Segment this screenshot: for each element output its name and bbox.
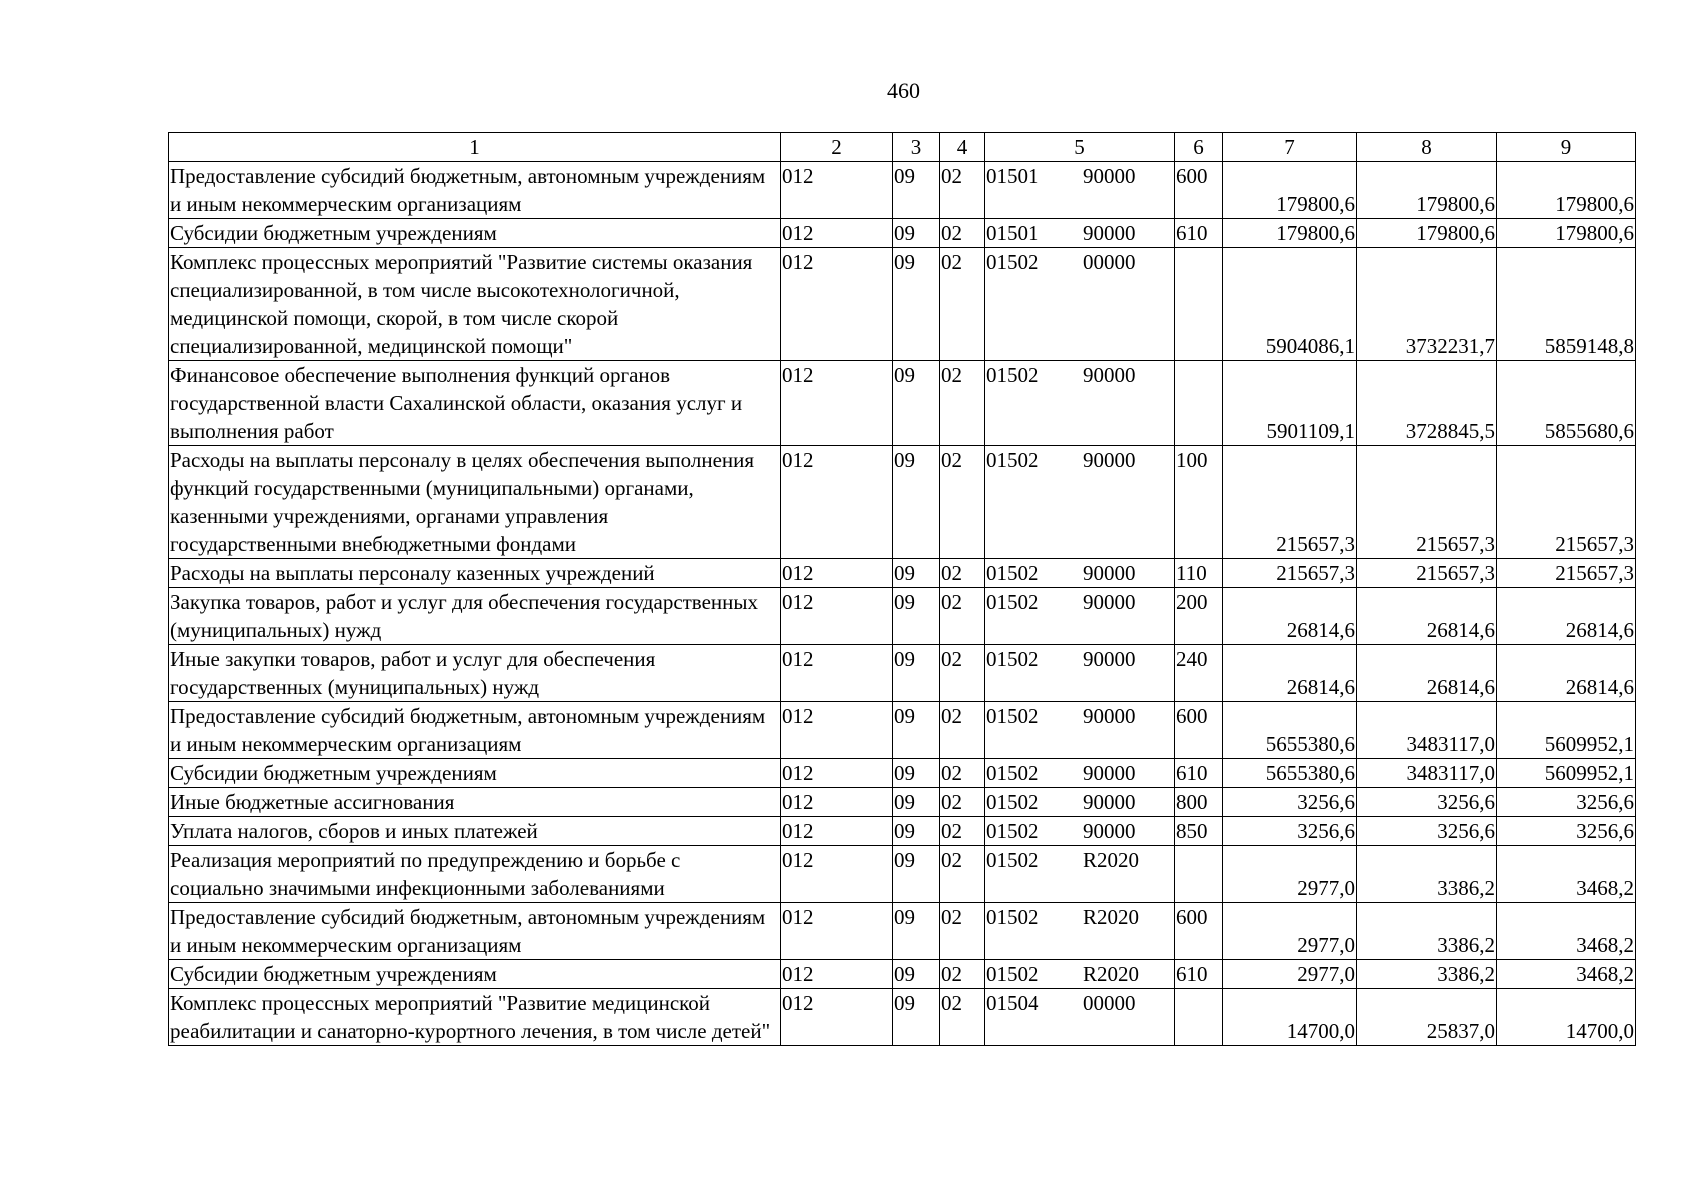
subsection-code: 02 xyxy=(940,960,985,989)
table-row xyxy=(169,446,1636,559)
program-code: 01502 xyxy=(986,250,1039,274)
table-row xyxy=(169,162,1636,219)
amount-col-9: 3256,6 xyxy=(1497,817,1636,846)
amount-col-9: 3468,2 xyxy=(1497,846,1636,903)
amount-col-7: 179800,6 xyxy=(1223,162,1357,219)
target-article-code xyxy=(985,788,1175,817)
amount-col-9: 179800,6 xyxy=(1497,219,1636,248)
row-name: Субсидии бюджетным учреждениям xyxy=(169,960,781,989)
expense-type-code xyxy=(1175,248,1223,361)
program-code: 01502 xyxy=(986,448,1039,472)
subsection-code: 02 xyxy=(940,645,985,702)
admin-code: 012 xyxy=(781,817,893,846)
amount-col-8: 3483117,0 xyxy=(1357,759,1497,788)
header-cell: 9 xyxy=(1497,133,1636,162)
row-name: Иные бюджетные ассигнования xyxy=(169,788,781,817)
target-article-code xyxy=(985,903,1175,960)
header-cell: 3 xyxy=(893,133,940,162)
section-code: 09 xyxy=(893,759,940,788)
target-article-code xyxy=(985,846,1175,903)
section-code: 09 xyxy=(893,788,940,817)
direction-code: 00000 xyxy=(1083,991,1136,1015)
expense-type-code: 200 xyxy=(1175,588,1223,645)
direction-code: 90000 xyxy=(1083,704,1136,728)
subsection-code: 02 xyxy=(940,989,985,1046)
expense-type-code: 800 xyxy=(1175,788,1223,817)
target-article-code xyxy=(985,645,1175,702)
amount-col-9: 3468,2 xyxy=(1497,960,1636,989)
amount-col-7: 14700,0 xyxy=(1223,989,1357,1046)
amount-col-8: 215657,3 xyxy=(1357,446,1497,559)
admin-code: 012 xyxy=(781,645,893,702)
table-row xyxy=(169,588,1636,645)
table-row xyxy=(169,759,1636,788)
section-code: 09 xyxy=(893,361,940,446)
amount-col-7: 215657,3 xyxy=(1223,559,1357,588)
direction-code: 90000 xyxy=(1083,448,1136,472)
table-row xyxy=(169,846,1636,903)
amount-col-7: 3256,6 xyxy=(1223,817,1357,846)
amount-col-9: 26814,6 xyxy=(1497,645,1636,702)
section-code: 09 xyxy=(893,817,940,846)
subsection-code: 02 xyxy=(940,162,985,219)
row-name: Расходы на выплаты персоналу в целях обеспечения выполнения функций государственными (муниципальными) органами, казенными учреждениями, органами управления государственными внебюджетными фондами xyxy=(169,446,781,559)
direction-code: 90000 xyxy=(1083,221,1136,245)
row-name: Реализация мероприятий по предупреждению и борьбе с социально значимыми инфекционными заболеваниями xyxy=(169,846,781,903)
subsection-code: 02 xyxy=(940,702,985,759)
row-name: Предоставление субсидий бюджетным, автономным учреждениям и иным некоммерческим организациям xyxy=(169,162,781,219)
amount-col-7: 26814,6 xyxy=(1223,645,1357,702)
program-code: 01502 xyxy=(986,647,1039,671)
admin-code: 012 xyxy=(781,960,893,989)
direction-code: 90000 xyxy=(1083,790,1136,814)
amount-col-7: 5901109,1 xyxy=(1223,361,1357,446)
admin-code: 012 xyxy=(781,559,893,588)
section-code: 09 xyxy=(893,219,940,248)
program-code: 01502 xyxy=(986,962,1039,986)
subsection-code: 02 xyxy=(940,903,985,960)
admin-code: 012 xyxy=(781,219,893,248)
amount-col-7: 2977,0 xyxy=(1223,846,1357,903)
target-article-code xyxy=(985,759,1175,788)
row-name: Уплата налогов, сборов и иных платежей xyxy=(169,817,781,846)
direction-code: R2020 xyxy=(1083,962,1140,986)
admin-code: 012 xyxy=(781,361,893,446)
amount-col-9: 14700,0 xyxy=(1497,989,1636,1046)
expense-type-code xyxy=(1175,989,1223,1046)
admin-code: 012 xyxy=(781,162,893,219)
table-row xyxy=(169,559,1636,588)
amount-col-9: 5609952,1 xyxy=(1497,759,1636,788)
amount-col-7: 215657,3 xyxy=(1223,446,1357,559)
amount-col-9: 215657,3 xyxy=(1497,559,1636,588)
admin-code: 012 xyxy=(781,903,893,960)
admin-code: 012 xyxy=(781,446,893,559)
header-cell: 4 xyxy=(940,133,985,162)
amount-col-7: 2977,0 xyxy=(1223,960,1357,989)
program-code: 01502 xyxy=(986,761,1039,785)
amount-col-7: 3256,6 xyxy=(1223,788,1357,817)
row-name: Комплекс процессных мероприятий "Развитие системы оказания специализированной, в том числе высокотехнологичной, медицинской помощи, скорой, в том числе скорой специализированной, медицинской помощи" xyxy=(169,248,781,361)
expense-type-code: 600 xyxy=(1175,162,1223,219)
row-name: Финансовое обеспечение выполнения функций органов государственной власти Сахалинской области, оказания услуг и выполнения работ xyxy=(169,361,781,446)
budget-table xyxy=(168,132,1636,1046)
amount-col-8: 3483117,0 xyxy=(1357,702,1497,759)
amount-col-9: 179800,6 xyxy=(1497,162,1636,219)
expense-type-code xyxy=(1175,846,1223,903)
admin-code: 012 xyxy=(781,846,893,903)
subsection-code: 02 xyxy=(940,446,985,559)
expense-type-code: 240 xyxy=(1175,645,1223,702)
direction-code: 90000 xyxy=(1083,647,1136,671)
amount-col-7: 2977,0 xyxy=(1223,903,1357,960)
header-cell: 1 xyxy=(169,133,781,162)
target-article-code xyxy=(985,960,1175,989)
table-row xyxy=(169,989,1636,1046)
target-article-code xyxy=(985,817,1175,846)
section-code: 09 xyxy=(893,446,940,559)
program-code: 01502 xyxy=(986,704,1039,728)
direction-code: R2020 xyxy=(1083,848,1140,872)
table-row xyxy=(169,788,1636,817)
table-body xyxy=(169,133,1636,1046)
admin-code: 012 xyxy=(781,702,893,759)
section-code: 09 xyxy=(893,989,940,1046)
table-row xyxy=(169,817,1636,846)
row-name: Иные закупки товаров, работ и услуг для обеспечения государственных (муниципальных) нужд xyxy=(169,645,781,702)
direction-code: R2020 xyxy=(1083,905,1140,929)
table-row xyxy=(169,960,1636,989)
expense-type-code: 610 xyxy=(1175,759,1223,788)
direction-code: 90000 xyxy=(1083,590,1136,614)
section-code: 09 xyxy=(893,903,940,960)
table-row xyxy=(169,219,1636,248)
subsection-code: 02 xyxy=(940,846,985,903)
header-cell: 8 xyxy=(1357,133,1497,162)
direction-code: 90000 xyxy=(1083,164,1136,188)
subsection-code: 02 xyxy=(940,361,985,446)
program-code: 01502 xyxy=(986,819,1039,843)
admin-code: 012 xyxy=(781,248,893,361)
amount-col-9: 3468,2 xyxy=(1497,903,1636,960)
row-name: Закупка товаров, работ и услуг для обеспечения государственных (муниципальных) нужд xyxy=(169,588,781,645)
amount-col-8: 179800,6 xyxy=(1357,162,1497,219)
amount-col-9: 215657,3 xyxy=(1497,446,1636,559)
subsection-code: 02 xyxy=(940,817,985,846)
program-code: 01502 xyxy=(986,561,1039,585)
target-article-code xyxy=(985,989,1175,1046)
amount-col-9: 26814,6 xyxy=(1497,588,1636,645)
amount-col-7: 5655380,6 xyxy=(1223,759,1357,788)
direction-code: 00000 xyxy=(1083,250,1136,274)
program-code: 01504 xyxy=(986,991,1039,1015)
header-cell: 7 xyxy=(1223,133,1357,162)
target-article-code xyxy=(985,162,1175,219)
expense-type-code: 610 xyxy=(1175,219,1223,248)
row-name: Субсидии бюджетным учреждениям xyxy=(169,759,781,788)
amount-col-8: 3732231,7 xyxy=(1357,248,1497,361)
amount-col-8: 3256,6 xyxy=(1357,817,1497,846)
page-number: 460 xyxy=(887,78,920,103)
target-article-code xyxy=(985,588,1175,645)
program-code: 01502 xyxy=(986,790,1039,814)
direction-code: 90000 xyxy=(1083,363,1136,387)
section-code: 09 xyxy=(893,559,940,588)
direction-code: 90000 xyxy=(1083,819,1136,843)
program-code: 01501 xyxy=(986,164,1039,188)
amount-col-8: 3386,2 xyxy=(1357,846,1497,903)
program-code: 01502 xyxy=(986,848,1039,872)
section-code: 09 xyxy=(893,846,940,903)
direction-code: 90000 xyxy=(1083,561,1136,585)
target-article-code xyxy=(985,446,1175,559)
row-name: Субсидии бюджетным учреждениям xyxy=(169,219,781,248)
expense-type-code: 600 xyxy=(1175,702,1223,759)
section-code: 09 xyxy=(893,248,940,361)
amount-col-8: 3386,2 xyxy=(1357,960,1497,989)
expense-type-code: 100 xyxy=(1175,446,1223,559)
expense-type-code: 850 xyxy=(1175,817,1223,846)
row-name: Комплекс процессных мероприятий "Развитие медицинской реабилитации и санаторно-курортного лечения, в том числе детей" xyxy=(169,989,781,1046)
header-cell: 6 xyxy=(1175,133,1223,162)
header-cell: 2 xyxy=(781,133,893,162)
program-code: 01502 xyxy=(986,363,1039,387)
program-code: 01502 xyxy=(986,590,1039,614)
amount-col-8: 215657,3 xyxy=(1357,559,1497,588)
table-row xyxy=(169,361,1636,446)
target-article-code xyxy=(985,248,1175,361)
amount-col-8: 26814,6 xyxy=(1357,588,1497,645)
row-name: Предоставление субсидий бюджетным, автономным учреждениям и иным некоммерческим организациям xyxy=(169,903,781,960)
amount-col-9: 5855680,6 xyxy=(1497,361,1636,446)
expense-type-code xyxy=(1175,361,1223,446)
program-code: 01501 xyxy=(986,221,1039,245)
amount-col-7: 5655380,6 xyxy=(1223,702,1357,759)
table-row xyxy=(169,248,1636,361)
subsection-code: 02 xyxy=(940,588,985,645)
target-article-code xyxy=(985,559,1175,588)
section-code: 09 xyxy=(893,588,940,645)
admin-code: 012 xyxy=(781,588,893,645)
row-name: Предоставление субсидий бюджетным, автономным учреждениям и иным некоммерческим организациям xyxy=(169,702,781,759)
header-row xyxy=(169,133,1636,162)
header-cell: 5 xyxy=(985,133,1175,162)
admin-code: 012 xyxy=(781,759,893,788)
expense-type-code: 110 xyxy=(1175,559,1223,588)
amount-col-7: 179800,6 xyxy=(1223,219,1357,248)
table-row xyxy=(169,702,1636,759)
amount-col-9: 5859148,8 xyxy=(1497,248,1636,361)
subsection-code: 02 xyxy=(940,788,985,817)
expense-type-code: 600 xyxy=(1175,903,1223,960)
amount-col-8: 25837,0 xyxy=(1357,989,1497,1046)
row-name: Расходы на выплаты персоналу казенных учреждений xyxy=(169,559,781,588)
expense-type-code: 610 xyxy=(1175,960,1223,989)
table-row xyxy=(169,645,1636,702)
subsection-code: 02 xyxy=(940,248,985,361)
amount-col-7: 5904086,1 xyxy=(1223,248,1357,361)
target-article-code xyxy=(985,702,1175,759)
direction-code: 90000 xyxy=(1083,761,1136,785)
section-code: 09 xyxy=(893,645,940,702)
amount-col-8: 179800,6 xyxy=(1357,219,1497,248)
section-code: 09 xyxy=(893,702,940,759)
subsection-code: 02 xyxy=(940,219,985,248)
subsection-code: 02 xyxy=(940,559,985,588)
section-code: 09 xyxy=(893,960,940,989)
admin-code: 012 xyxy=(781,788,893,817)
amount-col-9: 3256,6 xyxy=(1497,788,1636,817)
target-article-code xyxy=(985,219,1175,248)
admin-code: 012 xyxy=(781,989,893,1046)
section-code: 09 xyxy=(893,162,940,219)
table-row xyxy=(169,903,1636,960)
target-article-code xyxy=(985,361,1175,446)
amount-col-8: 3256,6 xyxy=(1357,788,1497,817)
program-code: 01502 xyxy=(986,905,1039,929)
amount-col-8: 26814,6 xyxy=(1357,645,1497,702)
amount-col-8: 3728845,5 xyxy=(1357,361,1497,446)
amount-col-9: 5609952,1 xyxy=(1497,702,1636,759)
amount-col-7: 26814,6 xyxy=(1223,588,1357,645)
amount-col-8: 3386,2 xyxy=(1357,903,1497,960)
subsection-code: 02 xyxy=(940,759,985,788)
